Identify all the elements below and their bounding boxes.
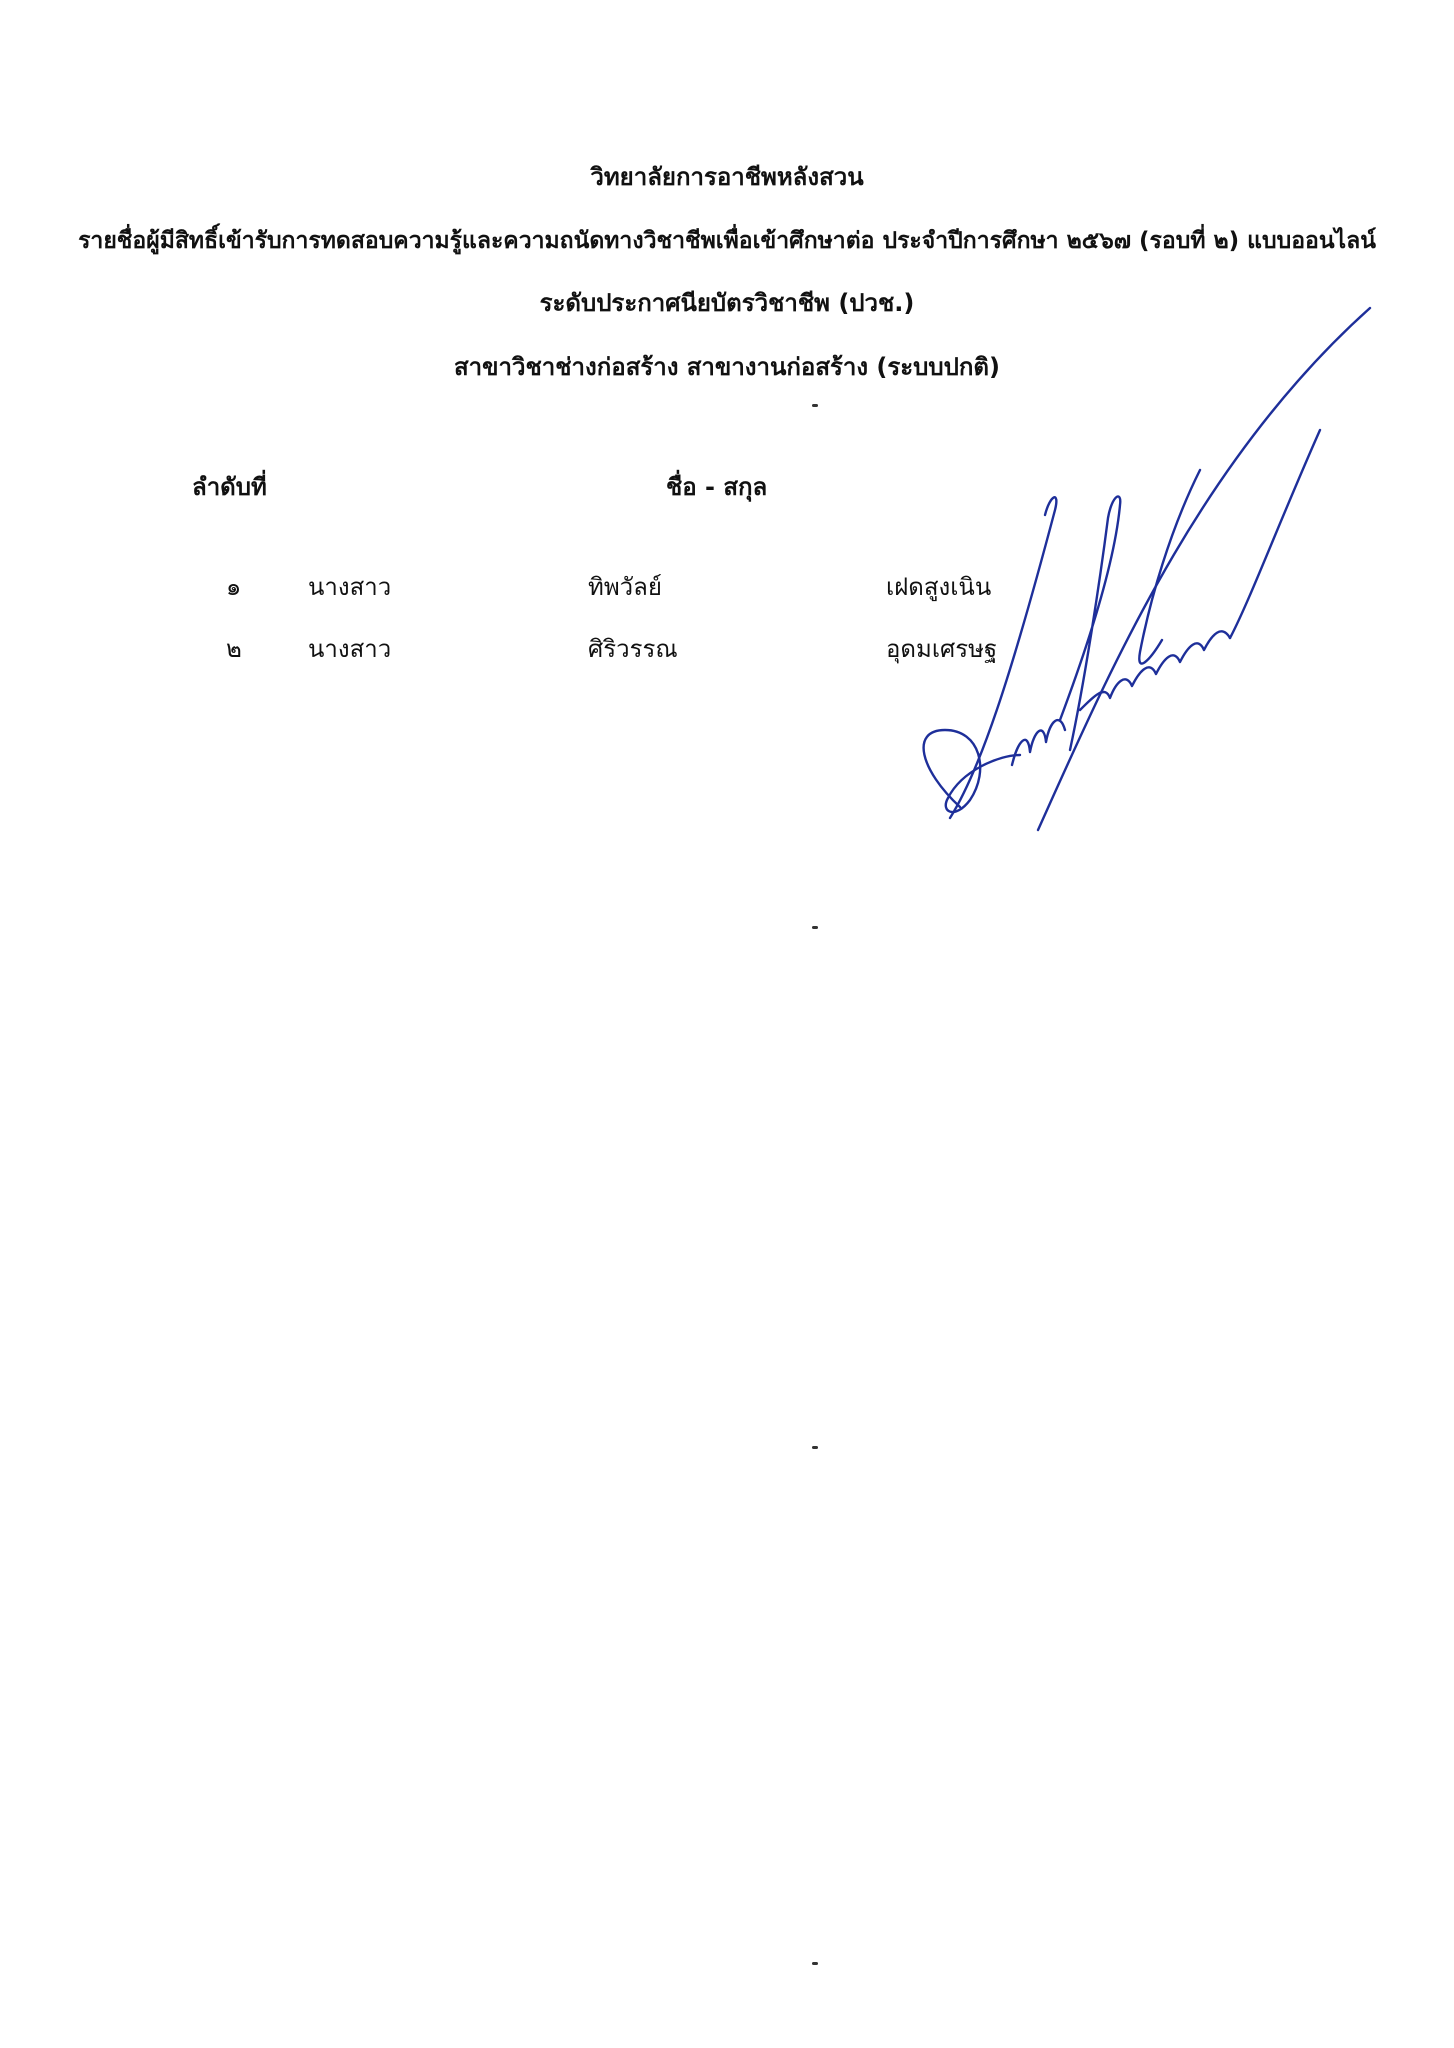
last-name: เฝดสูงเนิน: [886, 573, 992, 601]
row-number: ๑: [226, 573, 242, 601]
row-number: ๒: [226, 635, 242, 663]
first-name: ทิพวัลย์: [588, 573, 662, 601]
first-name: ศิริวรรณ: [588, 635, 678, 663]
certificate-level: ระดับประกาศนียบัตรวิชาชีพ (ปวช.): [539, 289, 915, 317]
handwritten-signature: [900, 300, 1390, 840]
name-title: นางสาว: [308, 573, 392, 601]
scan-mark: [812, 404, 818, 407]
college-title: วิทยาลัยการอาชีพหลังสวน: [590, 163, 864, 191]
name-column-header: ชื่อ - สกุล: [666, 473, 768, 501]
scan-mark: [812, 1446, 818, 1449]
document-subtitle: รายชื่อผู้มีสิทธิ์เข้ารับการทดสอบความรู้และความถนัดทางวิชาชีพเพื่อเข้าศึกษาต่อ ประจำปีการศึกษา ๒๕๖๗ (รอบที่ ๒) แบบออนไลน์: [78, 228, 1376, 254]
last-name: อุดมเศรษฐ: [886, 635, 998, 663]
program-name: สาขาวิชาช่างก่อสร้าง สาขางานก่อสร้าง (ระบบปกติ): [454, 353, 1000, 381]
scan-mark: [812, 926, 818, 929]
name-title: นางสาว: [308, 635, 392, 663]
scan-mark: [812, 1962, 818, 1965]
order-column-header: ลำดับที่: [192, 473, 267, 501]
